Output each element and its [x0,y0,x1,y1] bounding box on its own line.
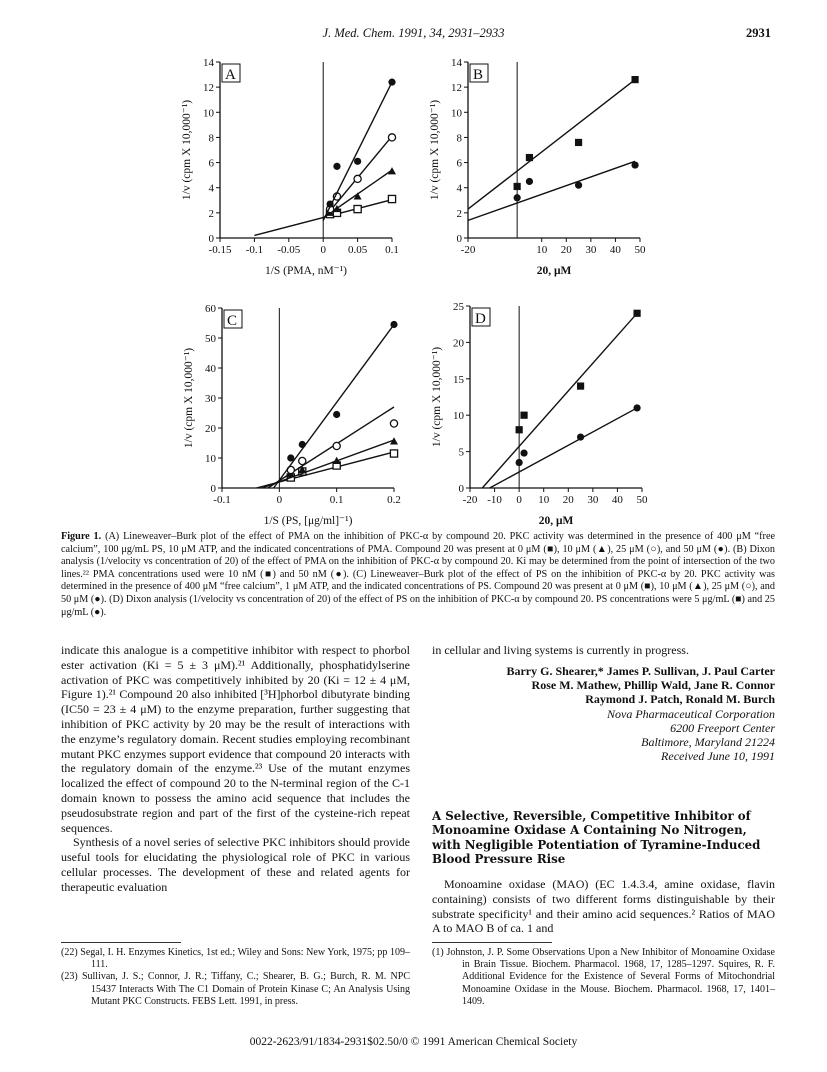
journal-header: J. Med. Chem. 1991, 34, 2931–2933 [322,26,505,40]
panel-label: A [225,67,236,83]
y-tick-label: 14 [203,57,214,69]
y-tick-label: 4 [456,182,462,195]
y-tick-label: 0 [458,483,464,495]
y-tick-label: 50 [205,333,216,345]
paragraph: Monoamine oxidase (MAO) (EC 1.4.3.4, amine oxidase, flavin containing) consists of two different forms distinguishable by their substrate specificity¹ and their amino acid sequences.² Ratios of MAO A to MAO B of ca. 1 and [432,877,775,936]
panel-label: C [227,313,238,329]
data-point [633,404,640,411]
data-point [526,154,533,161]
y-axis-label: 1/v (cpm X 10,000⁻¹) [183,347,195,449]
x-tick-label: 40 [609,244,621,256]
data-point [354,175,361,182]
y-tick-label: 10 [451,107,462,120]
x-tick-label: 0.1 [329,494,344,506]
paragraph: Synthesis of a novel series of selective PKC inhibitors should provide useful tools for elucidating the physiological role of PKC in various cellular processes. The development of these and related agents for therapeutic evaluation [61,835,410,894]
affiliation-line: Nova Pharmaceutical Corporation [607,706,775,721]
y-tick-label: 20 [205,423,216,435]
data-point [388,79,395,86]
x-axis-label: 1/S (PMA, nM⁻¹) [264,265,348,277]
y-tick-label: 4 [208,182,214,195]
data-point [390,450,397,457]
x-tick-label: 20 [562,494,574,506]
x-tick-label: 20 [560,244,572,256]
regression-line [490,408,637,488]
x-tick-label: -0.15 [208,244,232,256]
paragraph: indicate this analogue is a competitive inhibitor with respect to phorbol ester activation (Ki = 5 ± 3 μM).²¹ Additionally, phosphatidylserine activation of PKC was competitively inhibited by 20 (Ki = 12 ± 4 μM, Figure 1).²¹ Compound 20 also inhibited [³H]phorbol dibutyrate binding (IC50 = 23 ± 4 μM) to the enzyme preparation, further suggesting that inhibition of PKC activity by 20 may be the result of interactions with the enzyme’s regulatory domain. Recent studies employing recombinant mutant PKC enzymes support evidence that compound 20 interacts with the regulatory domain of the enzyme.²³ Use of the mutant enzymes localized the effect of compound 20 to the N-terminal region of the C-1 domain known to possess the amino acid sequence that includes the pseudosubstrate region and part of the first of the cysteine-rich repeat sequences. [61,643,410,835]
x-axis-label: 1/S (PS, [μg/ml]⁻¹) [263,515,353,527]
y-axis-label: 1/v (cpm X 10,000⁻¹) [431,346,443,448]
regression-line [323,82,392,220]
x-tick-label: 30 [585,244,597,256]
data-point [299,441,306,448]
y-tick-label: 8 [456,132,462,145]
y-tick-label: 6 [208,157,214,170]
data-point [516,426,523,433]
data-point [333,442,340,449]
references-right [432,947,775,1008]
y-tick-label: 0 [456,233,462,245]
author-line: Raymond J. Patch, Ronald M. Burch [585,692,775,707]
y-tick-label: 60 [205,303,216,315]
x-tick-label: 0.05 [347,244,368,256]
y-axis-label: 1/v (cpm X 10,000⁻¹) [181,99,193,201]
affiliation-line: Baltimore, Maryland 21224 [641,734,775,749]
y-tick-label: 2 [456,207,462,220]
author-line: Rose M. Mathew, Phillip Wald, Jane R. Connor [531,678,775,693]
data-point [516,459,523,466]
data-point [575,139,582,146]
y-tick-label: 20 [453,337,464,350]
data-point [333,163,340,170]
x-axis-label: 20, μM [538,515,574,527]
data-point [520,412,527,419]
data-point [577,433,584,440]
caption-label: Figure 1. [61,531,102,542]
footnote-rule [432,942,552,943]
reference: (22) Segal, I. H. Enzymes Kinetics, 1st ed.; Wiley and Sons: New York, 1975; pp 109–111. [61,947,410,971]
y-axis-label: 1/v (cpm X 10,000⁻¹) [429,99,441,201]
reference: (23) Sullivan, J. S.; Connor, J. R.; Tiffany, C.; Shearer, B. G.; Burch, R. M. NPC 15437 Interacts With The C1 Domain of Protein Kinase C; An Analysis Using Mutant PKC Constructs. FEBS Lett. 1991, in press. [61,971,410,1007]
y-tick-label: 0 [210,483,216,495]
data-point [299,457,306,464]
data-point [633,310,640,317]
data-point [326,200,333,207]
y-tick-label: 12 [203,82,214,95]
affiliation [432,707,775,763]
x-tick-label: 0.2 [387,494,401,506]
y-tick-label: 12 [451,82,462,95]
x-tick-label: 30 [587,494,599,506]
x-tick-label: 0 [276,494,283,506]
x-tick-label: 40 [611,494,623,506]
x-tick-label: -0.05 [277,244,301,256]
page-number: 2931 [746,26,771,40]
regression-line [482,313,637,488]
copyright-footer: 0022-2623/91/1834-2931$02.50/0 © 1991 American Chemical Society [249,1036,578,1048]
data-point [520,449,527,456]
x-tick-label: -0.1 [213,494,231,506]
x-tick-label: 50 [634,244,646,256]
y-tick-label: 25 [453,301,464,313]
data-point [354,205,361,212]
regression-line [468,161,635,220]
data-point [631,161,638,168]
footnote-rule [61,942,181,943]
y-tick-label: 30 [205,393,216,405]
right-column [432,643,775,948]
data-point [388,134,395,141]
y-tick-label: 10 [453,410,464,423]
y-tick-label: 2 [208,207,214,220]
y-tick-label: 5 [458,446,464,459]
data-point [631,76,638,83]
x-tick-label: -0.1 [245,244,264,256]
x-tick-label: 50 [636,494,648,506]
affiliation-line: 6200 Freeport Center [670,720,775,735]
data-point [388,167,396,174]
data-point [390,321,397,328]
panel-label: B [473,67,484,83]
author-list [432,664,775,707]
figure-caption [61,531,775,619]
regression-line [468,80,635,209]
x-tick-label: 0.1 [385,244,399,256]
regression-line [262,440,394,488]
y-tick-label: 0 [208,233,214,245]
data-point [526,178,533,185]
y-tick-label: 10 [205,453,216,465]
author-line: Barry G. Shearer,* James P. Sullivan, J. Paul Carter [506,663,775,678]
article-title: A Selective, Reversible, Competitive Inhibitor of Monoamine Oxidase A Containing No Nitrogen, with Negligible Potentiation of Tyramine-Induced Blood Pressure Rise [432,808,761,867]
data-point [287,454,294,461]
paragraph: in cellular and living systems is currently in progress. [432,643,689,657]
y-tick-label: 40 [205,363,216,375]
x-tick-label: -10 [487,494,502,506]
x-tick-label: 0 [320,244,326,256]
x-tick-label: -20 [460,244,476,256]
x-tick-label: 0 [516,494,522,506]
y-tick-label: 6 [456,157,462,170]
data-point [575,182,582,189]
reference: (1) Johnston, J. P. Some Observations Upon a New Inhibitor of Monoamine Oxidase in Brain Tissue. Biochem. Pharmacol. 1968, 17, 1285–1297. Squires, R. F. Additional Evidence for the Existence of Several Forms of Mitochondrial Monoamine Oxidase in the Mouse. Biochem. Pharmacol. 1968, 17, 1401–1409. [432,947,775,1007]
data-point [333,411,340,418]
x-tick-label: 10 [536,244,548,256]
data-point [390,420,397,427]
data-point [388,195,395,202]
data-point [514,183,521,190]
references-left [61,947,410,1008]
left-column [61,643,410,895]
y-tick-label: 15 [453,373,464,386]
x-tick-label: -20 [462,494,478,506]
panel-label: D [475,311,486,327]
data-point [354,158,361,165]
data-point [514,194,521,201]
caption-text: (A) Lineweaver–Burk plot of the effect of PMA on the inhibition of PKC-α by compound 20. PKC activity was determined in the presence of 400 μM “free calcium”, 100 μg/mL PS, 10 μM ATP, and the indicated concentrations of PMA. Compound 20 was present at 0 μM (■), 10 μM (▲), 25 μM (○), and 50 μM (●). (B) Dixon analysis (1/velocity vs concentration of 20) of the effect of PMA on the inhibition of PKC-α by compound 20. Ki may be determined from the point of intersection of the two lines.²² PMA concentrations used were 10 nM (■) and 50 nM (●). (C) Lineweaver–Burk plot of the effect of PS on the inhibition of PKC-α by 20. PKC activity was determined in the presence of 400 μM “free calcium”, 1 μM ATP, and the indicated concentrations of PS. Compound 20 was present at 0 μM (■), 10 μM (▲), 25 μM (○), and 50 μM (●). (D) Dixon analysis (1/velocity vs concentration of 20) of the effect of PS on the inhibition of PKC-α by compound 20. PS concentrations were 5 μg/mL (■) and 25 μg/mL (●). [61,531,775,618]
x-tick-label: 10 [538,494,550,506]
y-tick-label: 10 [203,107,214,120]
data-point [577,382,584,389]
y-tick-label: 14 [451,57,462,69]
y-tick-label: 8 [208,132,214,145]
received-date: Received June 10, 1991 [661,748,775,763]
x-axis-label: 20, μM [536,265,572,277]
